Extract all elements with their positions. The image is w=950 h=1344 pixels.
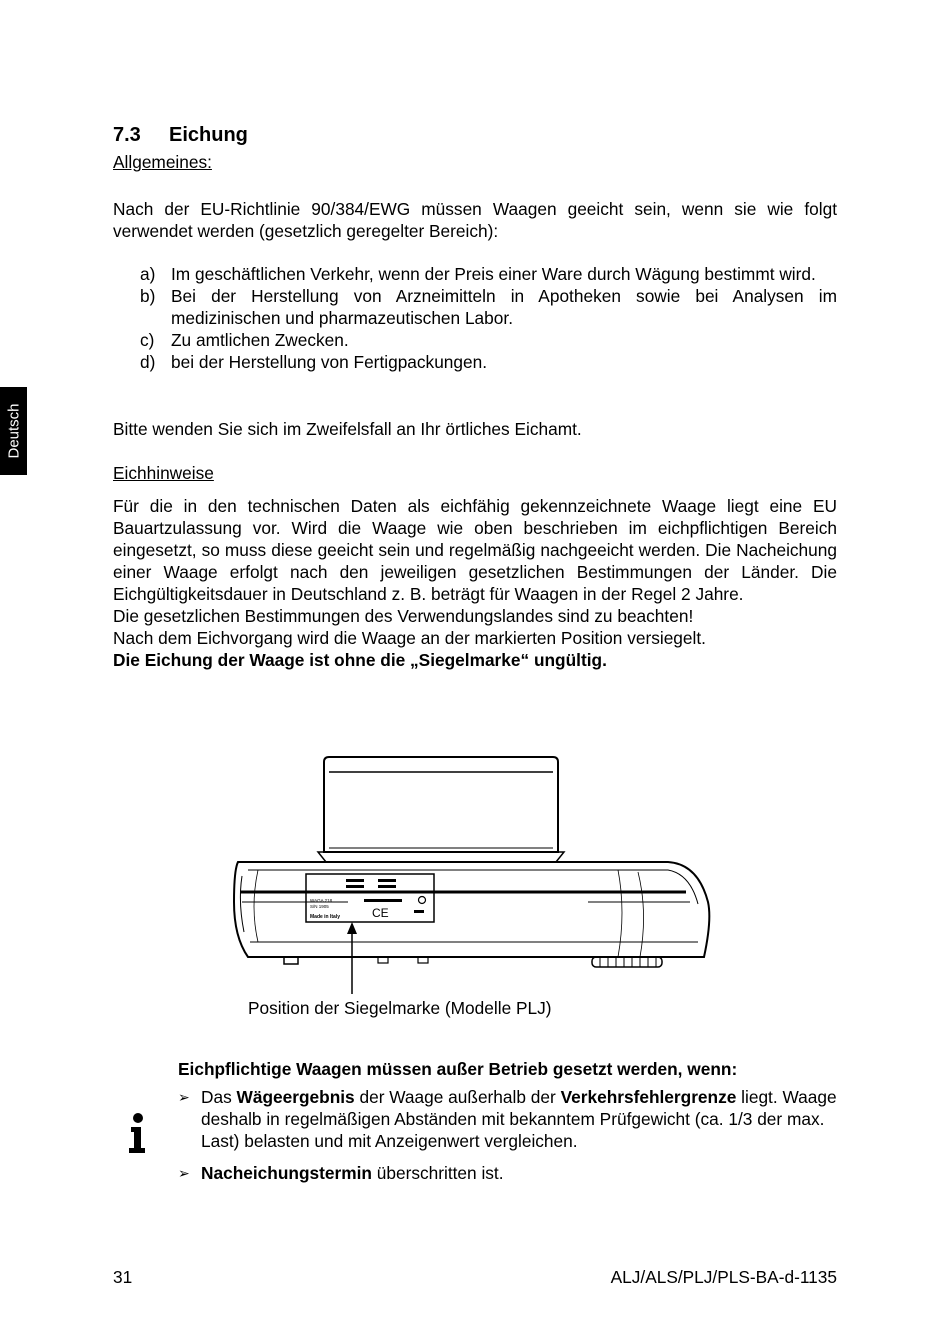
scale-foot — [284, 957, 298, 964]
usage-item-marker: b) — [140, 286, 156, 306]
usage-item — [140, 263, 837, 285]
decommission-text: überschritten ist. — [371, 1163, 504, 1183]
reverification-term: Nacheichungstermin — [201, 1163, 372, 1183]
decommission-item — [178, 1162, 838, 1184]
usage-item-text: bei der Herstellung von Fertigpackungen. — [171, 352, 488, 372]
hints-regulations-line: Die gesetzlichen Bestimmungen des Verwendungslandes sind zu beachten! — [113, 606, 694, 626]
hints-paragraph: Für die in den technischen Daten als eichfähig gekennzeichnete Waage liegt eine EU Bauartzulassung vor. Wird die Waage wie oben beschrieben im eichpflichtigen Bereich eingesetzt, so muss diese geeicht sein und regelmäßig nachgeeicht werden. Die Nacheichung einer Waage erfolgt nach den jeweiligen gesetzlichen Bestimmungen der Länder. Die Eichgültigkeitsdauer in Deutschland z. B. beträgt für Waagen in der Regel 2 Jahre. — [113, 496, 837, 604]
bullet-arrow-icon: ➢ — [178, 1165, 190, 1181]
usage-item-text: Zu amtlichen Zwecken. — [171, 330, 349, 350]
plate-serial-text: S/N 1905 — [310, 904, 329, 909]
plate-model-text: WAGA 218 — [310, 898, 333, 903]
ce-mark: CE — [372, 906, 389, 920]
document-id: ALJ/ALS/PLJ/PLS-BA-d-1135 — [610, 1267, 837, 1287]
general-heading: Allgemeines: — [113, 152, 212, 172]
usage-list — [140, 263, 837, 373]
decommission-item — [178, 1086, 838, 1152]
usage-item-marker: c) — [140, 330, 155, 350]
hints-seal-line: Nach dem Eichvorgang wird die Waage an der markierten Position versiegelt. — [113, 628, 706, 648]
scale-illustration — [228, 752, 722, 1002]
section-number: 7.3 — [113, 124, 141, 146]
error-limit-term: Verkehrsfehlergrenze — [560, 1087, 737, 1107]
hints-block — [113, 495, 837, 671]
bullet-arrow-icon: ➢ — [178, 1089, 190, 1105]
weighing-pan — [318, 852, 564, 862]
usage-item — [140, 285, 837, 329]
plate-made-in-text: Made in Italy — [310, 914, 341, 920]
usage-item-marker: d) — [140, 352, 156, 372]
usage-item-text: Im geschäftlichen Verkehr, wenn der Preis einer Ware durch Wägung bestimmt wird. — [171, 264, 816, 284]
language-side-tab-label: Deutsch — [5, 403, 22, 459]
hints-heading: Eichhinweise — [113, 463, 214, 483]
usage-item — [140, 329, 837, 351]
usage-item-marker: a) — [140, 264, 156, 284]
usage-item — [140, 351, 837, 373]
section-title: Eichung — [169, 124, 248, 146]
leveling-foot — [592, 957, 662, 967]
language-side-tab — [0, 387, 27, 475]
decommission-text: liegt. Waage deshalb in regelmäßigen Abständen mit bekanntem Prüfgewicht (ca. 1/3 der max. Last) belasten und mit Anzeigenwert vergleichen. — [201, 1087, 837, 1151]
hints-validity-warning: Die Eichung der Waage ist ohne die „Siegelmarke“ ungültig. — [113, 650, 607, 670]
page-number: 31 — [113, 1267, 133, 1287]
section-heading — [113, 122, 248, 148]
weighing-result-term: Wägeergebnis — [236, 1087, 355, 1107]
decommission-text: Das — [201, 1087, 237, 1107]
info-icon — [126, 1112, 150, 1154]
doubt-note: Bitte wenden Sie sich im Zweifelsfall an Ihr örtliches Eichamt. — [113, 419, 582, 439]
figure-caption: Position der Siegelmarke (Modelle PLJ) — [248, 998, 552, 1018]
decommission-heading: Eichpflichtige Waagen müssen außer Betrieb gesetzt werden, wenn: — [178, 1059, 738, 1079]
general-intro: Nach der EU-Richtlinie 90/384/EWG müssen Waagen geeicht sein, wenn sie wie folgt verwendet werden (gesetzlich geregelter Bereich): — [113, 199, 837, 241]
usage-item-text: Bei der Herstellung von Arzneimitteln in Apotheken sowie bei Analysen im medizinischen und pharmazeutischen Labor. — [171, 286, 837, 328]
decommission-list — [178, 1086, 838, 1184]
decommission-text: der Waage außerhalb der — [354, 1087, 561, 1107]
